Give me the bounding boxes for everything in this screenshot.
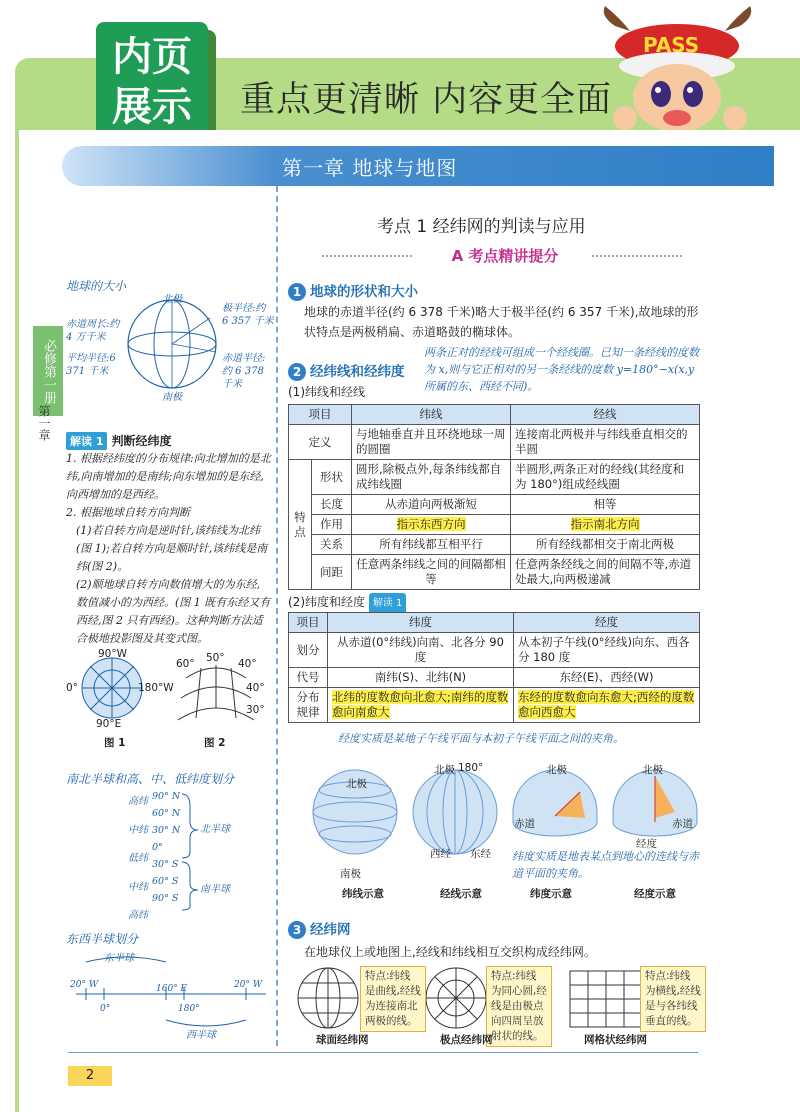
- mascot-logo: [595, 6, 760, 136]
- note-spherical: 特点:纬线是曲线,经线为连接南北两极的线。: [360, 966, 426, 1032]
- equator-length: 赤道周长:约 4 万千米: [66, 319, 120, 343]
- earth-size-title: 地球的大小: [66, 279, 127, 293]
- zone-brackets: [180, 792, 200, 912]
- jiedu-text: 1. 根据经纬度的分布规律:向北增加的是北纬,向南增加的是南纬;向东增加的是东经,向西增加的是西经。 2. 根据地球自转方向判断 (1)若自转方向是逆时针,该纬线为北纬(图 1);若自转方向是顺时针,该纬线是南纬(图 2)。 (2)顺地球自转方向数值增大的为东经,数值减小的为西经。(图 1 既有东经又有西经,图 2 只有西经)。这种判断方法适合极地投影图及其变式图。: [66, 452, 271, 645]
- zone-degrees: 90° N 60° N 30° N 0° 30° S 60° S 90° S: [152, 791, 181, 904]
- kaodian-title: 考点 1 经纬网的判读与应用: [377, 217, 586, 237]
- side-tab-sub: 第一章: [37, 405, 51, 441]
- polar-radius: 极半径:约 6 357 千米: [222, 303, 274, 327]
- column-divider: [276, 186, 278, 1046]
- s1-heading: 1 地球的形状和大小: [288, 280, 418, 301]
- s2-hand-note: 两条正对的经线可组成一个经线圈。已知一条经线的度数为 x,则与它正相对的另一条经线的度数 y=180°−x(x,y 所属的东、西经不同)。: [424, 346, 699, 393]
- ew-title: 东西半球划分: [66, 932, 139, 946]
- s1-text: 地球的赤道半径(约 6 378 千米)略大于极半径(约 6 357 千米),故地球的形状特点是两极稍扁、赤道略鼓的椭球体。: [304, 305, 699, 339]
- header-tag: 内页 展示: [96, 22, 208, 142]
- note-polar: 特点:纬线为同心圆,经线是由极点向四周呈放射状的线。: [486, 966, 552, 1047]
- note-grid: 特点:纬线为横线,经线是与各纬线垂直的线。: [640, 966, 706, 1032]
- lat-hand-note: 纬度实质是地表某点到地心的连线与赤道平面的夹角。: [512, 850, 699, 880]
- south-pole-label: 南极: [162, 392, 182, 403]
- side-tab: 必修第一册: [33, 326, 63, 416]
- zone-labels: 高纬 中纬 低纬 中纬 高纬: [128, 796, 148, 921]
- zone-title: 南北半球和高、中、低纬度划分: [66, 772, 235, 786]
- page-number: 2: [68, 1066, 112, 1086]
- average-radius: 平均半径:6 371 千米: [66, 353, 116, 377]
- north-hemisphere: 北半球: [200, 824, 230, 835]
- s2-sub2: (2)纬度和经度 解读 1: [288, 592, 406, 615]
- north-pole-label: 北极: [162, 294, 182, 305]
- s2-sub1: (1)纬线和经线: [288, 385, 365, 399]
- footer-line: [68, 1052, 698, 1053]
- s2-heading: 2 经纬线和经纬度: [288, 360, 405, 381]
- lon-hand-note: 经度实质是某地子午线平面与本初子午线平面之间的夹角。: [338, 732, 624, 745]
- s3-text: 在地球仪上或地图上,经线和纬线相互交织构成经纬网。: [304, 945, 596, 959]
- svg-text:PASS: PASS: [643, 33, 700, 57]
- south-hemisphere: 南半球: [200, 884, 230, 895]
- header-slogan: 重点更清晰 内容更全面: [240, 80, 613, 120]
- s3-heading: 3 经纬网: [288, 918, 351, 939]
- section-a-title: A 考点精讲提分: [451, 247, 559, 265]
- chapter-title: 第一章 地球与地图: [282, 156, 458, 180]
- lat-lon-table: 项目 纬线 经线 定义 与地轴垂直并且环绕地球一周的圆圈 连接南北两极并与纬线垂直相交的半圆 特点 形状 圆形,除极点外,每条纬线都自成纬线圈 半圆形,两条正对的经线(其经度和为 180°)组成经线圈 长度 从赤道向两极渐短 相等 作用 指示东西方向 指示南北方向 关系 所有纬线都互相平行 所有经线都相交于南北两极 间距 任意两条纬线之间的间隔都相等 任意两条经线之间的间隔不等,赤道处最大,向两极递减: [288, 404, 700, 590]
- jiedu-heading: 解读 1 判断经纬度: [66, 432, 172, 450]
- equator-radius: 赤道半径:约 6 378 千米: [222, 353, 266, 390]
- degree-table: 项目 纬度 经度 划分 从赤道(0°纬线)向南、北各分 90 度 从本初子午线(0°经线)向东、西各分 180 度 代号 南纬(S)、北纬(N) 东经(E)、西经(W) 分布规律 北纬的度数愈向北愈大;南纬的度数愈向南愈大 东经的度数愈向东愈大;西经的度数愈向西愈大: [288, 612, 700, 723]
